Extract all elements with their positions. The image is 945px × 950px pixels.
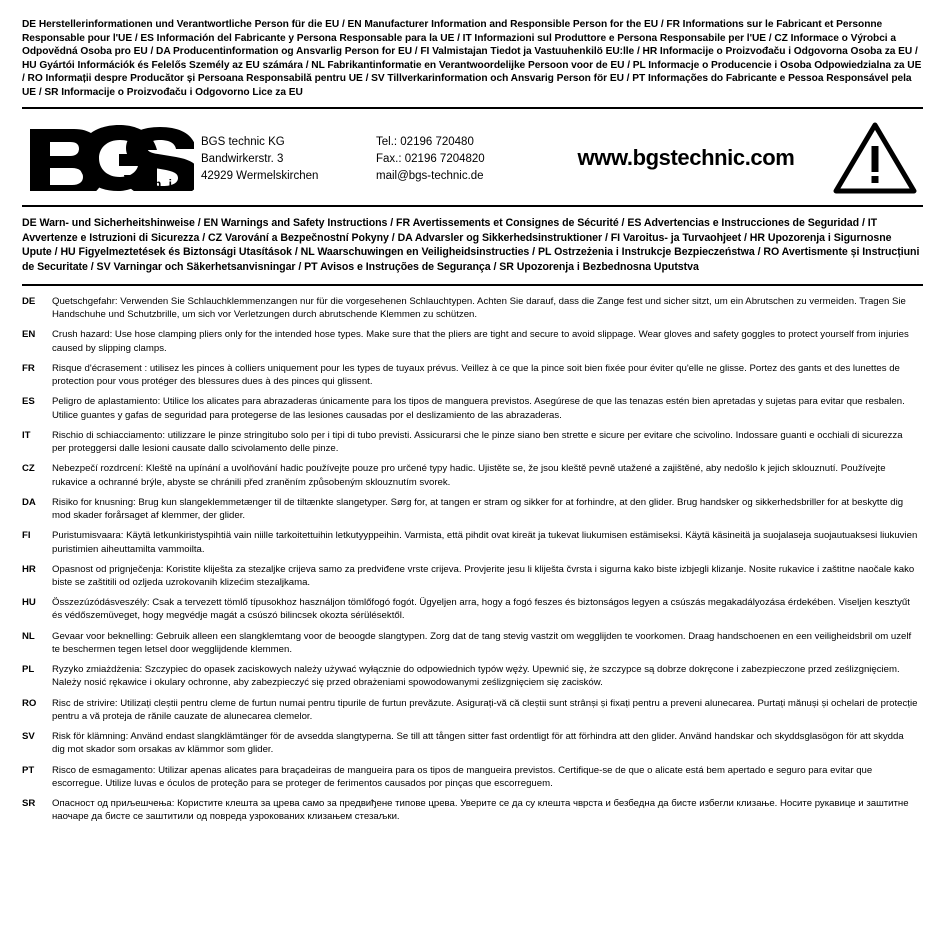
warning-triangle-icon (831, 122, 923, 194)
warnings-list (22, 295, 923, 824)
warning-row (22, 429, 923, 455)
manufacturer-info-multilingual-heading: DE Herstellerinformationen und Verantwortliche Person für die EU / EN Manufacturer Information and Responsible Person for the EU / FR Informations sur le Fabricant et Personne Responsable pour l'UE / ES Información del Fabricante y Persona Responsable para la UE / IT Informazioni sul Produttore e Persona Responsabile per l'UE / CZ Informace o Výrobci a Odpovědná Osoba pro EU / DA Producentinformation og Ansvarlig Person for EU / FI Valmistajan Tiedot ja Vastuuhenkilö EU:lle / HR Informacije o Proizvođaču i Odgovorna Osoba za EU / HU Gyártói Információk és Felelős Személy az EU számára / NL Fabrikantinformatie en Verantwoordelijke Persoon voor de EU / PL Informacje o Producencie i Osoba Odpowiedzialna za UE / RO Informații despre Producător și Persoana Responsabilă pentru UE / SV Tillverkarinformation och Ansvarig Person för EU / PT Informações do Fabricante e Pessoa Responsável pela UE / SR Informacije o Proizvođaču i Odgovorno Lice za EU (22, 19, 922, 98)
warning-row (22, 596, 923, 622)
warning-row (22, 328, 923, 354)
company-street: Bandwirkerstr. 3 (201, 153, 284, 166)
warning-text: Risco de esmagamento: Utilizar apenas alicates para braçadeiras de mangueira para os tipos de mangueira previstos. Certifique-se de que o alicate está bem apertado e seguro para evitar que escorregue. Utilize luvas e óculos de proteção para se proteger de ferimentos causados por pinças que escorreguem. (52, 764, 873, 789)
warning-row (22, 630, 923, 656)
company-fax: Fax.: 02196 7204820 (376, 153, 485, 166)
warning-text: Опасност од приљешчења: Користите клешта за црева само за предвиђене типове црева. Уверите се да су клешта чврста и безбедна да бисте избегли клизање. Носите рукавице и заштитне наочаре да бисте се заштитили од повреда узрокованих клизањем стезаљки. (52, 798, 909, 823)
warning-text: Puristumisvaara: Käytä letkunkiristyspihtiä vain niille tarkoitettuihin letkutyyppeihin. Varmista, että pihdit ovat kireät ja tukevat liukumisen estämiseksi. Käytä käsineitä ja suojalaseja suojautuaksesi liukuvien puristimien aiheuttamilta vammoilta. (52, 530, 918, 555)
warning-text: Ryzyko zmiażdżenia: Szczypiec do opasek zaciskowych należy używać wyłącznie do odpowiednich typów węży. Upewnić się, że szczypce są dobrze dokręcone i zabezpieczone przed ześlizgnięciem. Należy nosić rękawice i okulary ochronne, aby zabezpieczyć się przed obrażeniami spowodowanymi ześlizgnięciem się zacisków. (52, 664, 900, 689)
company-telephone: Tel.: 02196 720480 (376, 136, 474, 149)
warning-language-code: IT (22, 429, 31, 441)
warning-language-code: DA (22, 496, 36, 508)
warning-language-code: CZ (22, 463, 35, 475)
warning-text: Quetschgefahr: Verwenden Sie Schlauchklemmenzangen nur für die vorgesehenen Schlauchtypen. Achten Sie darauf, dass die Zange fest und sicher sitzt, um ein Abrutschen zu vermeiden. Tragen Sie Handschuhe und Schutzbrille, um sich vor Verletzungen durch abrutschende Klemmen zu schützen. (52, 296, 906, 321)
warning-text: Nebezpečí rozdrcení: Kleště na upínání a uvolňování hadic používejte pouze pro určené typy hadic. Ujistěte se, že jsou kleště pevně utažené a zajištěné, aby nedošlo k jejich sklouznutí. Používejte rukavice a ochranné brýle, abyste se chránili před zraněním způsobeným sklouznutím svorek. (52, 463, 886, 488)
company-city: 42929 Wermelskirchen (201, 169, 319, 182)
warning-language-code: SR (22, 798, 36, 810)
warning-text: Risiko for knusning: Brug kun slangeklemmetænger til de tiltænkte slangetyper. Sørg for, at tangen er stram og sikker for at forhindre, at den glider. Brug handsker og sikkerhedsbriller for at beskytte dig mod skader forårsaget af klemmer, der glider. (52, 496, 904, 522)
safety-instructions-multilingual-heading: DE Warn- und Sicherheitshinweise / EN Warnings and Safety Instructions / FR Avertissements et Consignes de Sécurité / ES Advertencias e Instrucciones de Seguridad / IT Avvertenze e Istruzioni di Sicurezza / CZ Varování a Bezpečnostní Pokyny / DA Advarsler og Sikkerhedsinstruktioner / FI Varoitus- ja Turvaohjeet / HR Upozorenja i Sigurnosne Upute / HU Figyelmeztetések és Biztonsági Utasítások / NL Waarschuwingen en Veiligheidsinstructies / PL Ostrzeżenia i Instrukcje Bezpieczeństwa / RO Avertismente și Instrucțiuni de Securitate / SV Varningar och Säkerhetsanvisningar / PT Avisos e Instruções de Segurança / SR Upozorenja i Bezbednosna Uputstva (22, 217, 920, 273)
warning-row (22, 663, 923, 689)
warning-text: Peligro de aplastamiento: Utilice los alicates para abrazaderas únicamente para los tipos de manguera previstos. Asegúrese de que las tenazas estén bien apretadas y sujetas para evitar que resbalen. Utilice guantes y gafas de seguridad para protegerse de las lesiones causadas por el deslizamiento de las abrazaderas. (52, 396, 905, 421)
warning-language-code: EN (22, 329, 36, 341)
logo-subtext: t e c h n i c (100, 177, 189, 192)
warning-language-code: HU (22, 597, 36, 609)
warning-row (22, 362, 923, 388)
warning-language-code: PL (22, 664, 35, 676)
company-address (201, 132, 376, 184)
warning-row (22, 764, 923, 790)
warning-language-code: DE (22, 296, 36, 307)
warning-language-code: FI (22, 530, 31, 542)
warning-language-code: FR (22, 362, 35, 374)
warning-row (22, 797, 923, 823)
company-name: BGS technic KG (201, 136, 285, 149)
warning-text: Risque d'écrasement : utilisez les pinces à colliers uniquement pour les types de tuyaux prévus. Veillez à ce que la pince soit bien fixée pour éviter qu'elle ne glisse. Portez des gants et des lunettes de protection pour vous protéger des blessures dues à des pinces qui glissent. (52, 362, 900, 388)
warning-row (22, 295, 923, 321)
warning-language-code: PT (22, 764, 35, 776)
warning-text: Rischio di schiacciamento: utilizzare le pinze stringitubo solo per i tipi di tubo previsti. Assicurarsi che le pinze siano ben strette e sicure per evitare che scivolino. Indossare guanti e occhiali di sicurezza per proteggersi dalle lesioni causate dallo scivolamento delle pinze. (52, 429, 903, 455)
warning-row (22, 496, 923, 522)
warning-row (22, 529, 923, 555)
warning-text: Összezúzódásveszély: Csak a tervezett tömlő típusokhoz használjon tömlőfogó fogót. Ügyeljen arra, hogy a fogó feszes és biztonságos legyen a csúszás megakadályozása érdekében. Viseljen kesztyűt és védőszemüveget, hogy megvédje magát a csúszó bilincsek okozta sérülésektől. (52, 597, 910, 622)
warning-row (22, 395, 923, 421)
warning-row (22, 730, 923, 756)
warning-row (22, 462, 923, 488)
warning-language-code: RO (22, 697, 37, 709)
warning-row (22, 563, 923, 589)
company-contact (376, 132, 571, 184)
warning-text: Crush hazard: Use hose clamping pliers only for the intended hose types. Make sure that the pliers are tight and secure to avoid slippage. Wear gloves and safety goggles to protect yourself from injuries caused by slipping clamps. (52, 329, 909, 354)
warning-text: Risc de strivire: Utilizați cleștii pentru cleme de furtun numai pentru tipurile de furtun prevăzute. Asigurați-vă că cleștii sunt strânși și fixați pentru a preveni alunecarea. Purtați mănuși și ochelari de protecție pentru a vă proteja de rănile cauzate de alunecarea clemelor. (52, 697, 918, 722)
company-info-band (22, 107, 923, 207)
warning-text: Risk för klämning: Använd endast slangklämtänger för de avsedda slangtyperna. Se till att tången sitter fast ordentligt för att förhindra att den glider. Använd handskar och skyddsglasögon för att skydda dig mot skador som orsakas av klämmor som glider. (52, 731, 904, 756)
warning-text: Gevaar voor beknelling: Gebruik alleen een slangklemtang voor de beoogde slangtypen. Zorg dat de tang stevig vastzit om wegglijden te voorkomen. Draag handschoenen en een veiligheidsbril om uzelf te beschermen tegen letsel door wegglijdende klemmen. (52, 630, 912, 655)
warning-text: Opasnost od prignječenja: Koristite kliješta za stezaljke crijeva samo za predviđene vrste crijeva. Provjerite jesu li kliješta čvrsta i sigurna kako biste izbjegli klizanje. Nosite rukavice i zaštitne naočale kako biste se zaštitili od ozljeda uzrokovanih klizećim stezaljkama. (52, 563, 915, 588)
warning-language-code: SV (22, 731, 35, 743)
bgs-logo (22, 125, 201, 191)
warning-language-code: HR (22, 563, 36, 575)
warning-language-code: ES (22, 396, 35, 408)
registered-trademark-symbol: ® (167, 133, 175, 145)
section-divider (22, 284, 923, 286)
warning-language-code: NL (22, 630, 35, 642)
company-email[interactable]: mail@bgs-technic.de (376, 169, 484, 182)
company-website[interactable]: www.bgstechnic.com (577, 145, 795, 171)
warning-row (22, 697, 923, 723)
